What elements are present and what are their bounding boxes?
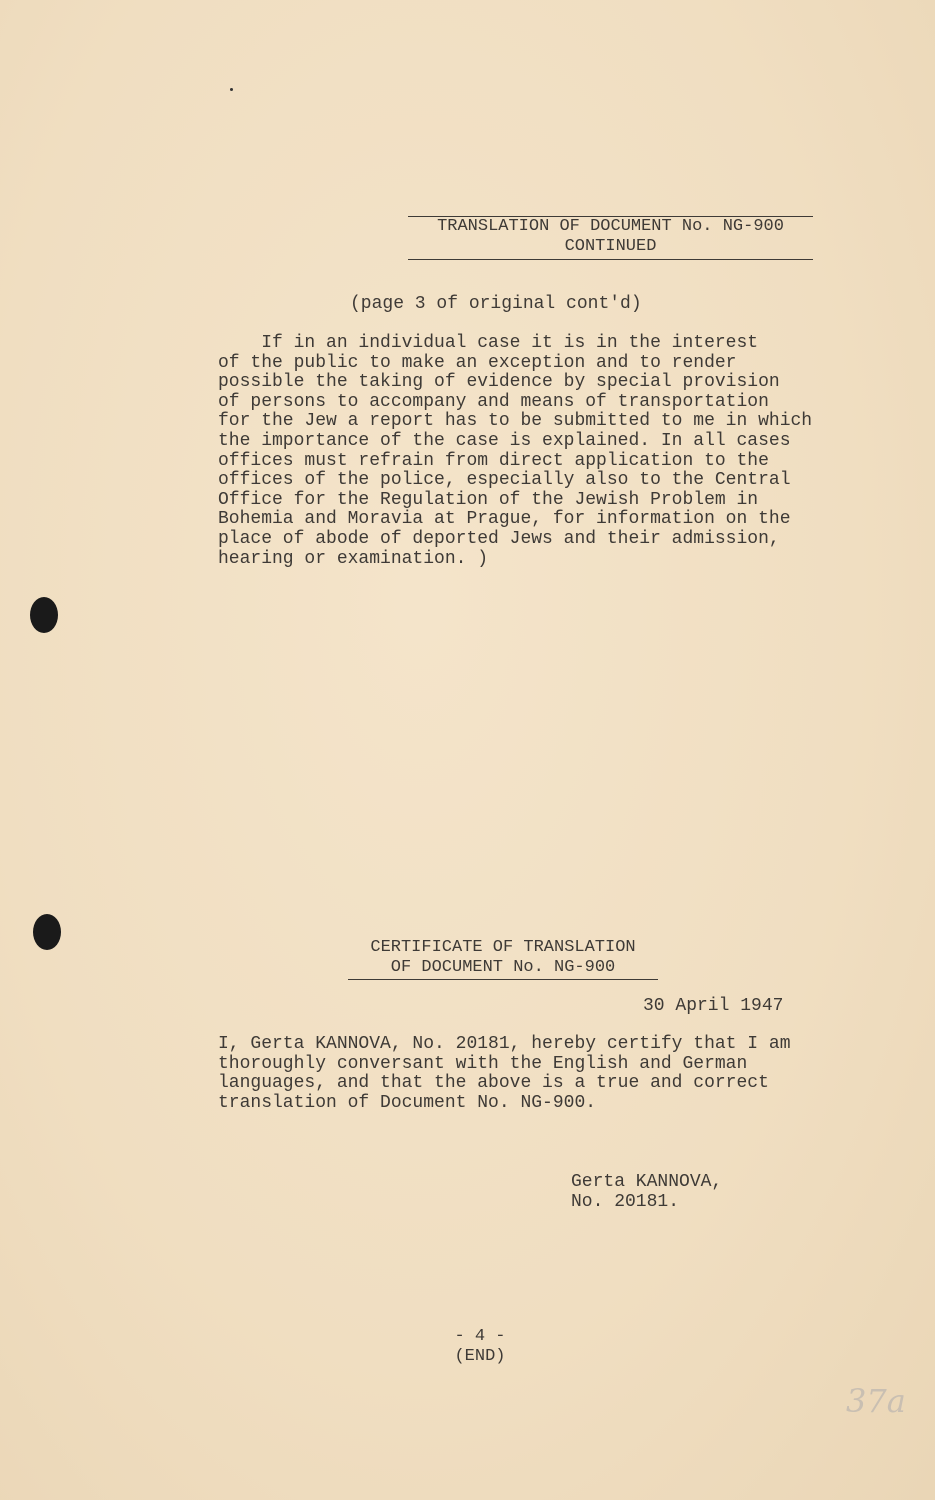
certificate-date: 30 April 1947	[643, 996, 784, 1016]
certificate-line: I, Gerta KANNOVA, No. 20181, hereby certify that I am	[218, 1034, 791, 1054]
body-line: hearing or examination. )	[218, 548, 489, 569]
end-mark: (END)	[454, 1347, 506, 1366]
body-line: the importance of the case is explained. In all cases	[218, 430, 791, 451]
certificate-document-ref: OF DOCUMENT No. NG-900	[390, 958, 616, 977]
certificate-line: thoroughly conversant with the English and German	[218, 1053, 748, 1074]
ink-speck	[230, 88, 233, 91]
certificate-line: languages, and that the above is a true and correct	[218, 1073, 769, 1094]
heading-title: TRANSLATION OF DOCUMENT No. NG-900	[437, 217, 784, 236]
certificate-line: translation of Document No. NG-900.	[218, 1092, 597, 1113]
body-line: offices must refrain from direct application to the	[218, 450, 769, 471]
body-line: of the public to make an exception and to render	[218, 352, 737, 373]
signature-number: No. 20181.	[571, 1192, 680, 1212]
document-heading	[408, 216, 813, 260]
heading-continued: CONTINUED	[564, 237, 657, 256]
translator-signature	[571, 1172, 722, 1212]
punch-hole-top	[30, 597, 58, 633]
punch-hole-bottom	[33, 914, 61, 950]
certificate-text	[218, 1035, 791, 1113]
body-line: Office for the Regulation of the Jewish Problem in	[218, 489, 759, 510]
page-number: - 4 -	[454, 1327, 506, 1346]
body-line: offices of the police, especially also to the Central	[218, 470, 791, 491]
page-reference: (page 3 of original cont'd)	[350, 294, 642, 314]
certificate-title: CERTIFICATE OF TRANSLATION	[370, 938, 636, 957]
body-line: for the Jew a report has to be submitted to me in which	[218, 411, 813, 432]
body-line: Bohemia and Moravia at Prague, for information on the	[218, 509, 791, 530]
body-line: place of abode of deported Jews and their admission,	[218, 528, 780, 549]
handwritten-page-mark: 37a	[846, 1382, 906, 1420]
body-line: If in an individual case it is in the interest	[218, 333, 759, 353]
translation-body	[218, 334, 812, 569]
certificate-heading	[348, 938, 658, 980]
body-line: of persons to accompany and means of transportation	[218, 391, 769, 412]
page-footer	[430, 1327, 530, 1367]
certificate-heading-rule	[348, 979, 658, 980]
body-line: possible the taking of evidence by special provision	[218, 372, 780, 393]
signature-name: Gerta KANNOVA,	[571, 1172, 723, 1192]
heading-rule-bottom	[408, 259, 813, 260]
